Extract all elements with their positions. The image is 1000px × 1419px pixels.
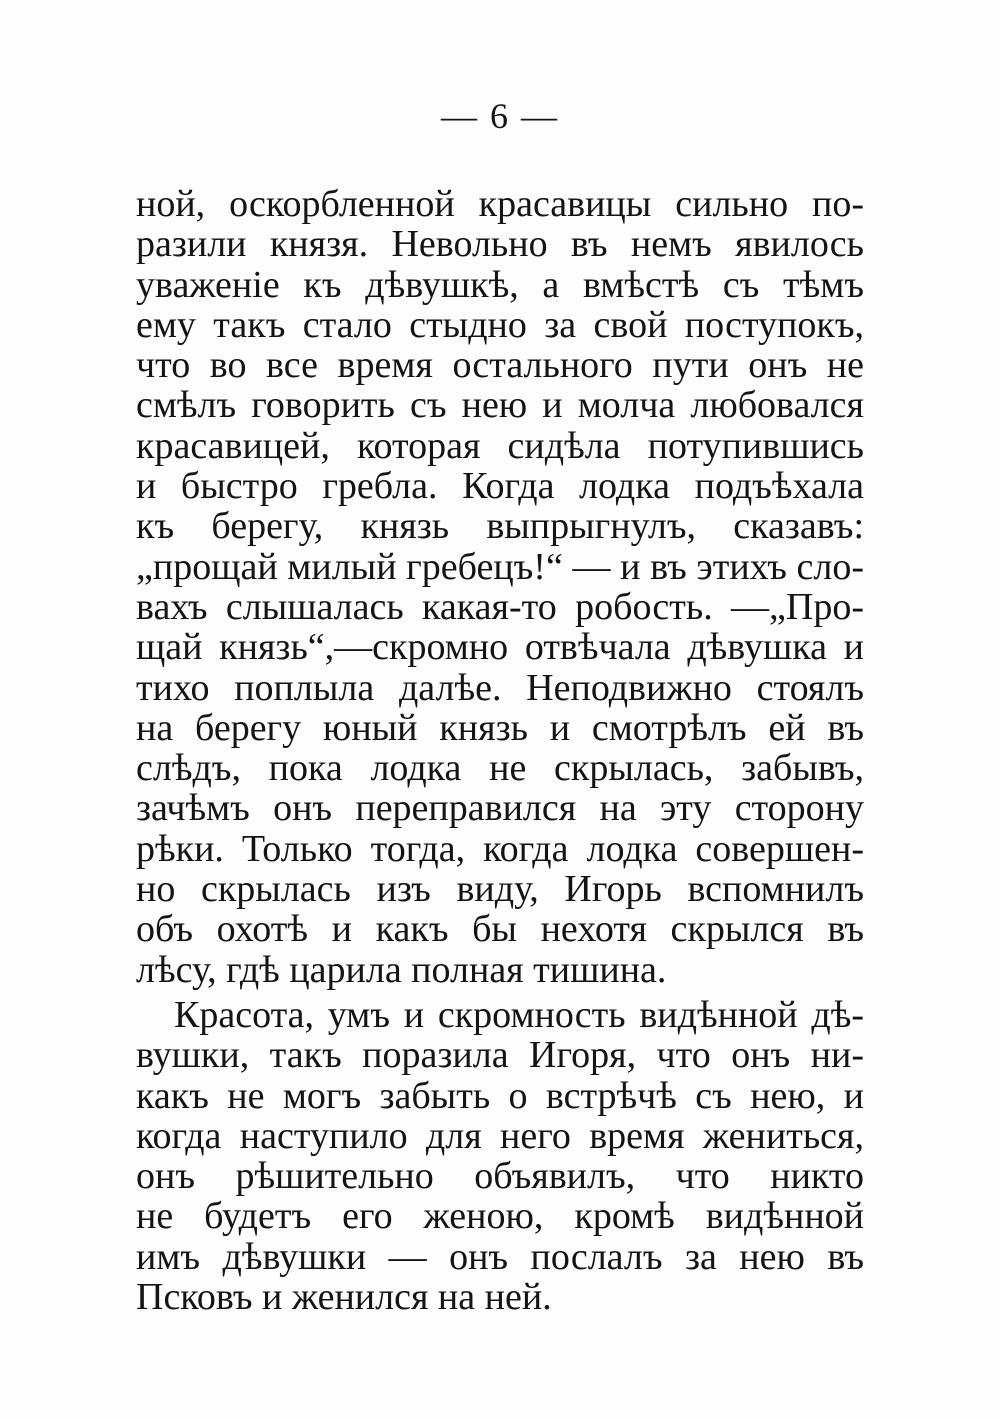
text-line: на берегу юный князь и смотрѣлъ ей въ [136,706,864,749]
text-line: когда наступило для него время жениться, [136,1114,864,1157]
text-line: смѣлъ говорить съ нею и молча любовался [136,384,864,427]
text-line: щай князь“,—скромно отвѣчала дѣвушка и [136,626,864,669]
text-line: рѣки. Только тогда, когда лодка совершен- [136,827,864,870]
text-line: вушки, такъ поразила Игоря, что онъ ни- [136,1034,864,1077]
paragraph-1 [136,184,864,990]
text-line: ему такъ стало стыдно за свой поступокъ, [136,303,864,346]
paragraph-2 [136,995,864,1317]
text-line: слѣдъ, пока лодка не скрылась, забывъ, [136,747,864,790]
text-line: вахъ слышалась какая-то робость. —„Про- [136,585,864,628]
text-line: красавицей, которая сидѣла потупившись [136,424,864,467]
text-line: что во все время остального пути онъ не [136,344,864,387]
text-line: къ берегу, князь выпрыгнулъ, сказавъ: [136,505,864,548]
text-line: разили князя. Невольно въ немъ явилось [136,223,864,266]
text-line: Красота, умъ и скромность видѣнной дѣ- [174,994,864,1036]
text-line: „прощай милый гребецъ!“ — и въ этихъ сло- [136,545,864,588]
text-line: и быстро гребла. Когда лодка подъѣхала [136,465,864,508]
text-line: ной, оскорбленной красавицы сильно по- [136,183,864,225]
text-line: зачѣмъ онъ переправился на эту сторону [136,787,864,830]
text-line: лѣсу, гдѣ царила полная тишина. [136,948,667,991]
text-line: уваженіе къ дѣвушкѣ, а вмѣстѣ съ тѣмъ [136,263,864,306]
text-line: не будетъ его женою, кромѣ видѣнной [136,1195,864,1238]
text-line: какъ не могъ забыть о встрѣчѣ съ нею, и [136,1074,864,1117]
text-line: но скрылась изъ виду, Игорь вспомнилъ [136,868,864,911]
text-line: Псковъ и женился на ней. [136,1276,552,1319]
page-number: — 6 — [441,96,559,136]
text-line: тихо поплыла далѣе. Неподвижно стоялъ [136,666,864,709]
text-line: онъ рѣшительно объявилъ, что никто [136,1155,864,1198]
text-line: объ охотѣ и какъ бы нехотя скрылся въ [136,908,864,951]
text-line: имъ дѣвушки — онъ послалъ за нею въ [136,1235,864,1278]
